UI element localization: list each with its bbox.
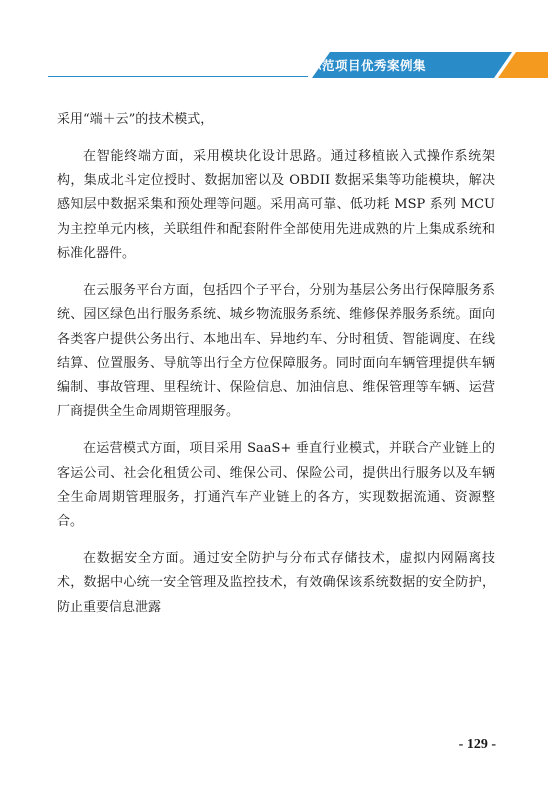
- header-title: 物联网示范项目优秀案例集: [270, 58, 427, 73]
- paragraph-smart-terminal: 在智能终端方面，采用模块化设计思路。通过移植嵌入式操作系统架构，集成北斗定位授时、数据加密以及 OBDII 数据采集等功能模块，解决感知层中数据采集和预处理等问题。采用高可靠、低功耗 MSP 系列 MCU 为主控单元内核，关联组件和配套附件全部使用先进成熟的片上集成系统和标准化器件。: [57, 148, 495, 262]
- paragraph-cloud-platform: 在云服务平台方面，包括四个子平台，分别为基层公务出行保障服务系统、园区绿色出行服务系统、城乡物流服务系统、维修保养服务系统。面向各类客户提供公务出行、本地出车、异地约车、分时租赁、智能调度、在线结算、位置服务、导航等出行全方位保障服务。同时面向车辆管理提供车辆编制、事故管理、里程统计、保险信息、加油信息、维保管理等车辆、运营厂商提供全生命周期管理服务。: [57, 282, 495, 420]
- paragraph-operation-model: 在运营模式方面，项目采用 SaaS+ 垂直行业模式，并联合产业链上的客运公司、社会化租赁公司、维保公司、保险公司，提供出行服务以及车辆全生命周期管理服务，打通汽车产业链上的各方，实现数据流通、资源整合。: [57, 441, 495, 530]
- document-body: [57, 108, 495, 633]
- header-rule: [48, 76, 308, 77]
- paragraph-intro: 采用“端＋云”的技术模式，: [57, 112, 214, 127]
- page-number: - 129 -: [458, 737, 496, 752]
- paragraph-data-security: 在数据安全方面。通过安全防护与分布式存储技术，虚拟内网隔离技术，数据中心统一安全管理及监控技术，有效确保该系统数据的安全防护，防止重要信息泄露: [57, 551, 495, 615]
